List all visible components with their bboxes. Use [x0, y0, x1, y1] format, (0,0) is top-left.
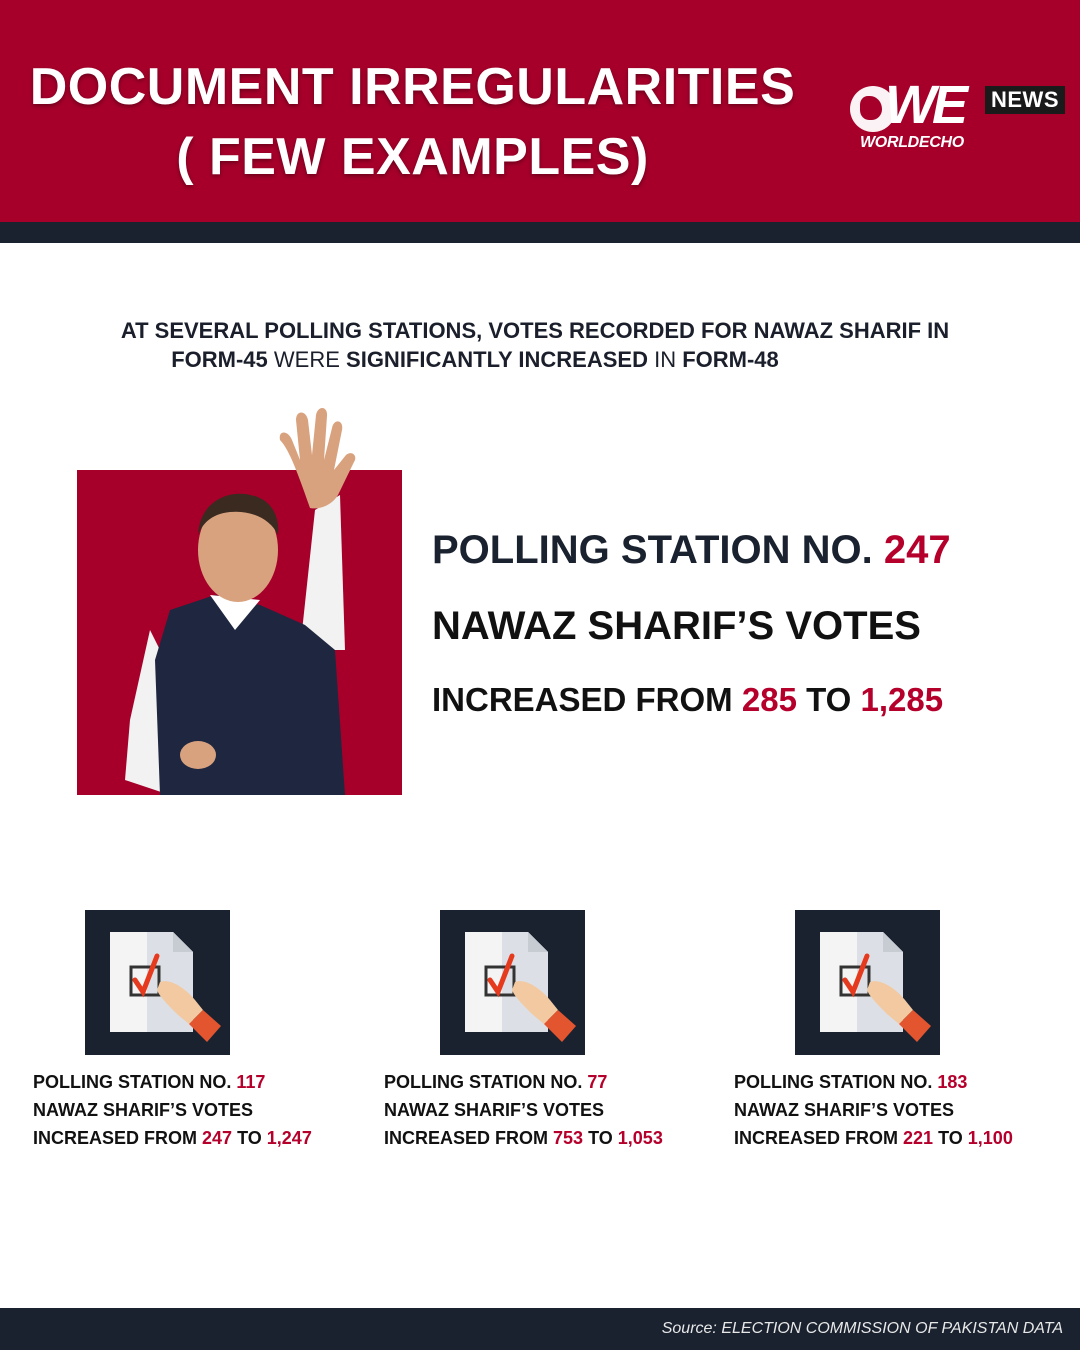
card-increased-label: INCREASED FROM	[734, 1128, 899, 1148]
logo-we-text: WE	[885, 75, 964, 135]
header-divider	[0, 222, 1080, 243]
featured-increase-line	[432, 676, 1062, 724]
card-to-value: 1,100	[967, 1128, 1013, 1148]
card-votes-label: NAWAZ SHARIF’S VOTES	[33, 1100, 254, 1120]
card-to-label: TO	[938, 1128, 963, 1148]
featured-to-label: TO	[806, 681, 852, 718]
card-station-number: 183	[937, 1072, 968, 1092]
intro-in: IN	[654, 347, 677, 372]
card-to-label: TO	[588, 1128, 613, 1148]
card-text	[33, 1068, 373, 1152]
intro-text	[40, 316, 1030, 374]
card-to-value: 1,053	[617, 1128, 663, 1148]
card-station-number: 77	[587, 1072, 608, 1092]
featured-station-label: POLLING STATION NO.	[432, 528, 873, 572]
page-title	[0, 52, 825, 192]
ballot-check-icon	[440, 910, 585, 1055]
title-line-2: ( FEW EXAMPLES)	[176, 128, 649, 186]
intro-form45: FORM-45	[171, 347, 268, 372]
card-increase-line	[734, 1124, 1074, 1152]
card-station-line	[33, 1068, 373, 1096]
intro-form48: FORM-48	[682, 347, 779, 372]
logo-news-badge: NEWS	[985, 86, 1065, 114]
ballot-check-icon	[85, 910, 230, 1055]
card-text	[384, 1068, 724, 1152]
card-station-number: 117	[236, 1072, 266, 1092]
intro-part1: AT SEVERAL POLLING STATIONS, VOTES RECORDED FOR NAWAZ SHARIF IN	[120, 318, 950, 343]
card-station-line	[734, 1068, 1074, 1096]
logo-brand-text: WORLDECHO	[860, 134, 964, 151]
source-credit: Source: ELECTION COMMISSION OF PAKISTAN DATA	[661, 1320, 1063, 1337]
card-station-line	[384, 1068, 724, 1096]
ballot-check-icon	[795, 910, 940, 1055]
featured-from-value: 285	[741, 681, 797, 718]
footer-bar	[0, 1308, 1080, 1350]
card-from-value: 753	[553, 1128, 584, 1148]
nawaz-sharif-photo	[110, 400, 370, 800]
card-station-label: POLLING STATION NO.	[734, 1072, 933, 1092]
featured-increased-label: INCREASED FROM	[432, 681, 733, 718]
card-increase-line	[384, 1124, 724, 1152]
card-votes-label: NAWAZ SHARIF’S VOTES	[384, 1100, 605, 1120]
featured-station	[432, 522, 1062, 724]
card-text	[734, 1068, 1074, 1152]
card-station-label: POLLING STATION NO.	[33, 1072, 232, 1092]
featured-station-number: 247	[883, 528, 951, 572]
card-increased-label: INCREASED FROM	[384, 1128, 549, 1148]
title-line-1: DOCUMENT IRREGULARITIES	[29, 58, 796, 116]
worldecho-news-logo	[845, 75, 1065, 160]
card-from-value: 247	[202, 1128, 233, 1148]
card-votes-label: NAWAZ SHARIF’S VOTES	[734, 1100, 955, 1120]
featured-station-line	[432, 522, 1062, 578]
card-increase-line	[33, 1124, 373, 1152]
intro-significantly: SIGNIFICANTLY INCREASED	[346, 347, 648, 372]
featured-votes-label: NAWAZ SHARIF’S VOTES	[432, 604, 921, 648]
card-increased-label: INCREASED FROM	[33, 1128, 198, 1148]
featured-to-value: 1,285	[860, 681, 944, 718]
intro-were: WERE	[273, 347, 340, 372]
header-banner	[0, 0, 1080, 222]
card-to-label: TO	[237, 1128, 262, 1148]
intro-line-2	[40, 345, 1030, 374]
card-station-label: POLLING STATION NO.	[384, 1072, 583, 1092]
card-from-value: 221	[903, 1128, 934, 1148]
card-to-value: 1,247	[266, 1128, 312, 1148]
